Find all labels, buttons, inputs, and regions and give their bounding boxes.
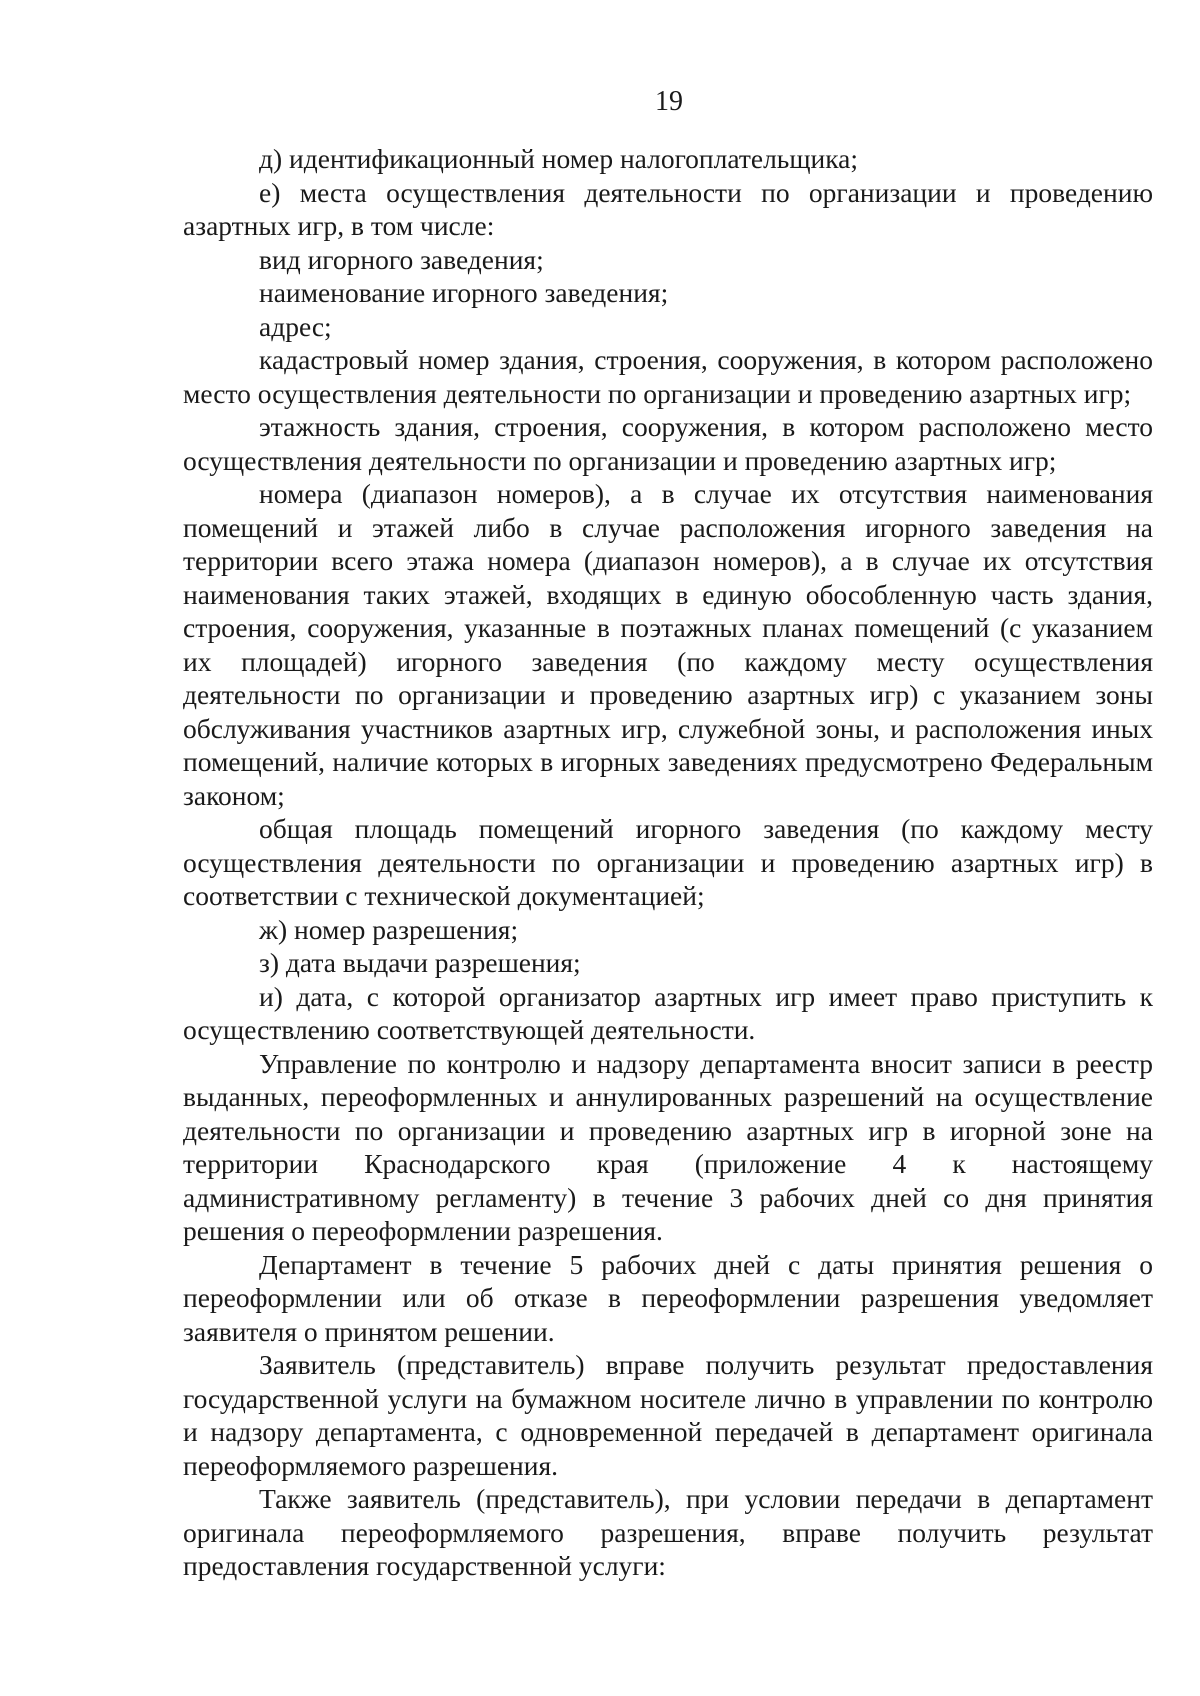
paragraph-room-numbers: номера (диапазон номеров), а в случае их отсутствия наименования помещений и этажей либо в случае расположения игорного заведения на территории всего этажа номера (диапазон номеров), а в случае их отсутствия наименования таких этажей, входящих в единую обособленную часть здания, строения, сооружения, указанные в поэтажных планах помещений (с указанием их площадей) игорного заведения (по каждому месту осуществления деятельности по организации и проведению азартных игр) с указанием зоны обслуживания участников азартных игр, служебной зоны, и расположения иных помещений, наличие которых в игорных заведениях предусмотрено Федеральным законом;	[183, 478, 1153, 811]
paragraph-taxpayer-id: д) идентификационный номер налогоплательщика;	[259, 143, 859, 174]
paragraph-establishment-type: вид игорного заведения;	[259, 243, 544, 275]
document-body	[183, 142, 1153, 1583]
paragraph-establishment-name: наименование игорного заведения;	[259, 277, 669, 308]
paragraph-result-alternatives: Также заявитель (представитель), при условии передачи в департамент оригинала переоформляемого разрешения, вправе получить результат предоставления государственной услуги:	[183, 1483, 1153, 1581]
paragraph-total-area: общая площадь помещений игорного заведения (по каждому месту осуществления деятельности по организации и проведению азартных игр) в соответствии с технической документацией;	[183, 813, 1153, 911]
page-number: 19	[655, 86, 683, 117]
paragraph-registry-entries: Управление по контролю и надзору департамента вносит записи в реестр выданных, переоформленных и аннулированных разрешений на осуществление деятельности по организации и проведению азартных игр в игорной зоне на территории Краснодарского края (приложение 4 к настоящему административному регламенту) в течение 3 рабочих дней со дня принятия решения о переоформлении разрешения.	[183, 1047, 1153, 1246]
paragraph-floors: этажность здания, строения, сооружения, в котором расположено место осуществления деятельности по организации и проведению азартных игр;	[183, 411, 1153, 476]
paragraph-activity-places: е) места осуществления деятельности по организации и проведению азартных игр, в том числе:	[183, 176, 1153, 241]
paragraph-result-in-person: Заявитель (представитель) вправе получить результат предоставления государственной услуги на бумажном носителе лично в управлении по контролю и надзору департамента, с одновременной передачей в департамент оригинала переоформляемого разрешения.	[183, 1349, 1153, 1481]
paragraph-notification: Департамент в течение 5 рабочих дней с даты принятия решения о переоформлении или об отказе в переоформлении разрешения уведомляет заявителя о принятом решении.	[183, 1248, 1153, 1347]
paragraph-permit-date: з) дата выдачи разрешения;	[259, 947, 581, 978]
paragraph-start-date: и) дата, с которой организатор азартных игр имеет право приступить к осуществлению соответствующей деятельности.	[183, 980, 1153, 1045]
paragraph-permit-number: ж) номер разрешения;	[259, 913, 519, 945]
paragraph-cadastral-number: кадастровый номер здания, строения, сооружения, в котором расположено место осуществления деятельности по организации и проведению азартных игр;	[183, 344, 1153, 409]
paragraph-address: адрес;	[259, 310, 332, 342]
